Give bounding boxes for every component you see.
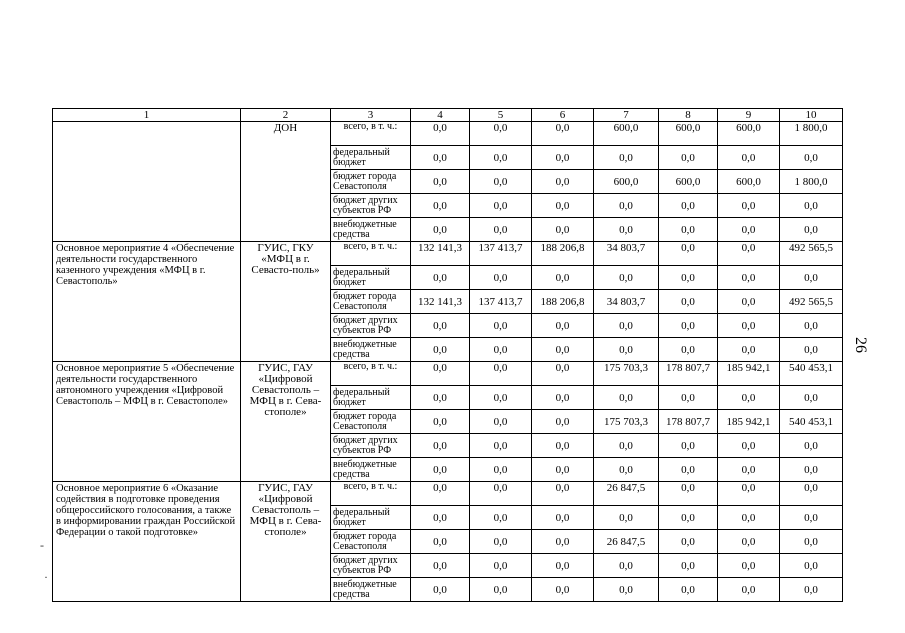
value-cell: 0,0 [718,434,780,458]
value-cell: 492 565,5 [780,242,843,266]
value-cell: 0,0 [411,338,470,362]
table-row [53,242,843,266]
value-cell: 175 703,3 [594,362,659,386]
value-cell: 0,0 [718,458,780,482]
value-cell: 0,0 [470,338,532,362]
funding-source-cell: внебюджетные средства [331,578,411,602]
value-cell: 188 206,8 [532,290,594,314]
value-cell: 0,0 [532,122,594,146]
value-cell: 0,0 [659,386,718,410]
value-cell: 0,0 [470,218,532,242]
funding-source-cell: бюджет города Севастополя [331,410,411,434]
value-cell: 0,0 [780,386,843,410]
value-cell: 0,0 [659,146,718,170]
value-cell: 0,0 [470,386,532,410]
value-cell: 0,0 [411,194,470,218]
column-header: 9 [718,109,780,122]
column-header: 1 [53,109,241,122]
value-cell: 0,0 [532,530,594,554]
value-cell: 0,0 [594,458,659,482]
value-cell: 0,0 [718,338,780,362]
value-cell: 0,0 [594,578,659,602]
column-header: 4 [411,109,470,122]
value-cell: 0,0 [659,506,718,530]
value-cell: 0,0 [718,314,780,338]
value-cell: 0,0 [594,218,659,242]
value-cell: 0,0 [780,434,843,458]
value-cell: 185 942,1 [718,362,780,386]
value-cell: 0,0 [594,194,659,218]
value-cell: 492 565,5 [780,290,843,314]
value-cell: 0,0 [594,506,659,530]
value-cell: 0,0 [411,218,470,242]
value-cell: 0,0 [532,194,594,218]
funding-source-cell: бюджет города Севастополя [331,530,411,554]
value-cell: 0,0 [470,146,532,170]
funding-source-cell: всего, в т. ч.: [331,122,411,146]
value-cell: 0,0 [532,338,594,362]
value-cell: 1 800,0 [780,122,843,146]
value-cell: 0,0 [780,458,843,482]
value-cell: 0,0 [780,554,843,578]
value-cell: 132 141,3 [411,290,470,314]
event-cell: Основное мероприятие 5 «Обеспечение деятельности государственного автономного учреждения «Цифровой Севастополь – МФЦ в г. Севастополе» [53,362,241,482]
value-cell: 0,0 [780,194,843,218]
value-cell: 0,0 [470,506,532,530]
value-cell: 0,0 [532,578,594,602]
value-cell: 137 413,7 [470,290,532,314]
value-cell: 0,0 [659,242,718,266]
value-cell: 540 453,1 [780,410,843,434]
value-cell: 26 847,5 [594,530,659,554]
value-cell: 0,0 [718,554,780,578]
value-cell: 0,0 [470,410,532,434]
funding-source-cell: бюджет других субъектов РФ [331,194,411,218]
value-cell: 0,0 [780,338,843,362]
value-cell: 0,0 [411,362,470,386]
value-cell: 0,0 [532,410,594,434]
value-cell: 0,0 [780,506,843,530]
value-cell: 0,0 [718,218,780,242]
value-cell: 132 141,3 [411,242,470,266]
value-cell: 0,0 [659,458,718,482]
value-cell: 0,0 [718,194,780,218]
value-cell: 0,0 [411,266,470,290]
value-cell: 0,0 [594,386,659,410]
value-cell: 0,0 [659,338,718,362]
value-cell: 0,0 [659,218,718,242]
value-cell: 0,0 [594,338,659,362]
value-cell: 0,0 [532,218,594,242]
value-cell: 0,0 [594,554,659,578]
funding-source-cell: федеральный бюджет [331,386,411,410]
value-cell: 175 703,3 [594,410,659,434]
event-cell: Основное мероприятие 6 «Оказание содействия в подготовке проведения общероссийского голосования, а также в информировании граждан Российской Федерации о такой подготовке» [53,482,241,602]
value-cell: 0,0 [659,290,718,314]
funding-source-cell: всего, в т. ч.: [331,482,411,506]
value-cell: 0,0 [780,482,843,506]
value-cell: 0,0 [718,242,780,266]
value-cell: 0,0 [411,386,470,410]
funding-source-cell: бюджет города Севастополя [331,170,411,194]
column-header: 5 [470,109,532,122]
value-cell: 0,0 [780,266,843,290]
value-cell: 0,0 [470,434,532,458]
value-cell: 0,0 [532,506,594,530]
value-cell: 0,0 [659,578,718,602]
value-cell: 600,0 [659,122,718,146]
header-row [53,109,843,122]
value-cell: 0,0 [718,578,780,602]
value-cell: 0,0 [594,266,659,290]
executor-cell: ГУИС, ГАУ «Цифровой Севастополь – МФЦ в г. Сева-стополе» [241,482,331,602]
value-cell: 185 942,1 [718,410,780,434]
funding-source-cell: бюджет других субъектов РФ [331,314,411,338]
value-cell: 0,0 [470,170,532,194]
value-cell: 0,0 [411,434,470,458]
funding-source-cell: федеральный бюджет [331,146,411,170]
value-cell: 0,0 [718,146,780,170]
value-cell: 0,0 [411,170,470,194]
funding-source-cell: федеральный бюджет [331,266,411,290]
value-cell: 34 803,7 [594,242,659,266]
event-cell [53,122,241,242]
value-cell: 0,0 [659,482,718,506]
value-cell: 0,0 [470,554,532,578]
value-cell: 0,0 [659,194,718,218]
column-header: 10 [780,109,843,122]
value-cell: 0,0 [718,290,780,314]
value-cell: 600,0 [594,122,659,146]
value-cell: 0,0 [411,410,470,434]
value-cell: 0,0 [411,530,470,554]
value-cell: 137 413,7 [470,242,532,266]
value-cell: 0,0 [411,482,470,506]
value-cell: 26 847,5 [594,482,659,506]
value-cell: 0,0 [659,314,718,338]
column-header: 8 [659,109,718,122]
value-cell: 34 803,7 [594,290,659,314]
value-cell: 0,0 [594,314,659,338]
value-cell: 0,0 [411,122,470,146]
event-cell: Основное мероприятие 4 «Обеспечение деятельности государственного казенного учреждения «МФЦ в г. Севастополь» [53,242,241,362]
value-cell: 600,0 [718,170,780,194]
scan-mark: · [44,570,48,584]
value-cell: 0,0 [470,122,532,146]
executor-cell: ГУИС, ГАУ «Цифровой Севастополь – МФЦ в г. Сева-стополе» [241,362,331,482]
value-cell: 0,0 [718,266,780,290]
value-cell: 178 807,7 [659,410,718,434]
value-cell: 0,0 [411,146,470,170]
value-cell: 0,0 [532,170,594,194]
value-cell: 0,0 [532,482,594,506]
column-header: 7 [594,109,659,122]
value-cell: 0,0 [411,506,470,530]
value-cell: 0,0 [470,578,532,602]
value-cell: 1 800,0 [780,170,843,194]
value-cell: 0,0 [659,266,718,290]
value-cell: 0,0 [532,554,594,578]
value-cell: 0,0 [470,194,532,218]
table-row [53,482,843,506]
value-cell: 0,0 [718,482,780,506]
value-cell: 0,0 [532,314,594,338]
value-cell: 0,0 [780,218,843,242]
value-cell: 0,0 [411,578,470,602]
value-cell: 0,0 [532,362,594,386]
funding-source-cell: внебюджетные средства [331,458,411,482]
table-row [53,122,843,146]
value-cell: 0,0 [470,314,532,338]
funding-source-cell: всего, в т. ч.: [331,362,411,386]
value-cell: 0,0 [780,314,843,338]
value-cell: 0,0 [411,314,470,338]
value-cell: 0,0 [718,386,780,410]
executor-cell: ДОН [241,122,331,242]
value-cell: 0,0 [718,506,780,530]
value-cell: 0,0 [532,458,594,482]
funding-source-cell: внебюджетные средства [331,218,411,242]
value-cell: 0,0 [411,458,470,482]
value-cell: 0,0 [470,362,532,386]
value-cell: 0,0 [470,530,532,554]
value-cell: 600,0 [594,170,659,194]
column-header: 2 [241,109,331,122]
value-cell: 0,0 [532,386,594,410]
column-header: 3 [331,109,411,122]
funding-source-cell: федеральный бюджет [331,506,411,530]
funding-source-cell: бюджет других субъектов РФ [331,554,411,578]
value-cell: 0,0 [532,434,594,458]
value-cell: 0,0 [470,266,532,290]
value-cell: 600,0 [718,122,780,146]
value-cell: 188 206,8 [532,242,594,266]
value-cell: 0,0 [659,530,718,554]
funding-source-cell: всего, в т. ч.: [331,242,411,266]
value-cell: 178 807,7 [659,362,718,386]
table-row [53,362,843,386]
value-cell: 0,0 [780,578,843,602]
page-number: 26 [852,337,869,353]
funding-source-cell: внебюджетные средства [331,338,411,362]
value-cell: 0,0 [470,482,532,506]
value-cell: 0,0 [718,530,780,554]
value-cell: 0,0 [470,458,532,482]
funding-source-cell: бюджет города Севастополя [331,290,411,314]
executor-cell: ГУИС, ГКУ «МФЦ в г. Севасто-поль» [241,242,331,362]
value-cell: 0,0 [532,266,594,290]
value-cell: 600,0 [659,170,718,194]
value-cell: 0,0 [780,146,843,170]
value-cell: 0,0 [594,146,659,170]
value-cell: 540 453,1 [780,362,843,386]
column-header: 6 [532,109,594,122]
value-cell: 0,0 [659,554,718,578]
value-cell: 0,0 [532,146,594,170]
value-cell: 0,0 [659,434,718,458]
value-cell: 0,0 [780,530,843,554]
funding-source-cell: бюджет других субъектов РФ [331,434,411,458]
value-cell: 0,0 [411,554,470,578]
budget-table [52,108,843,602]
value-cell: 0,0 [594,434,659,458]
scan-mark: - [40,538,44,552]
